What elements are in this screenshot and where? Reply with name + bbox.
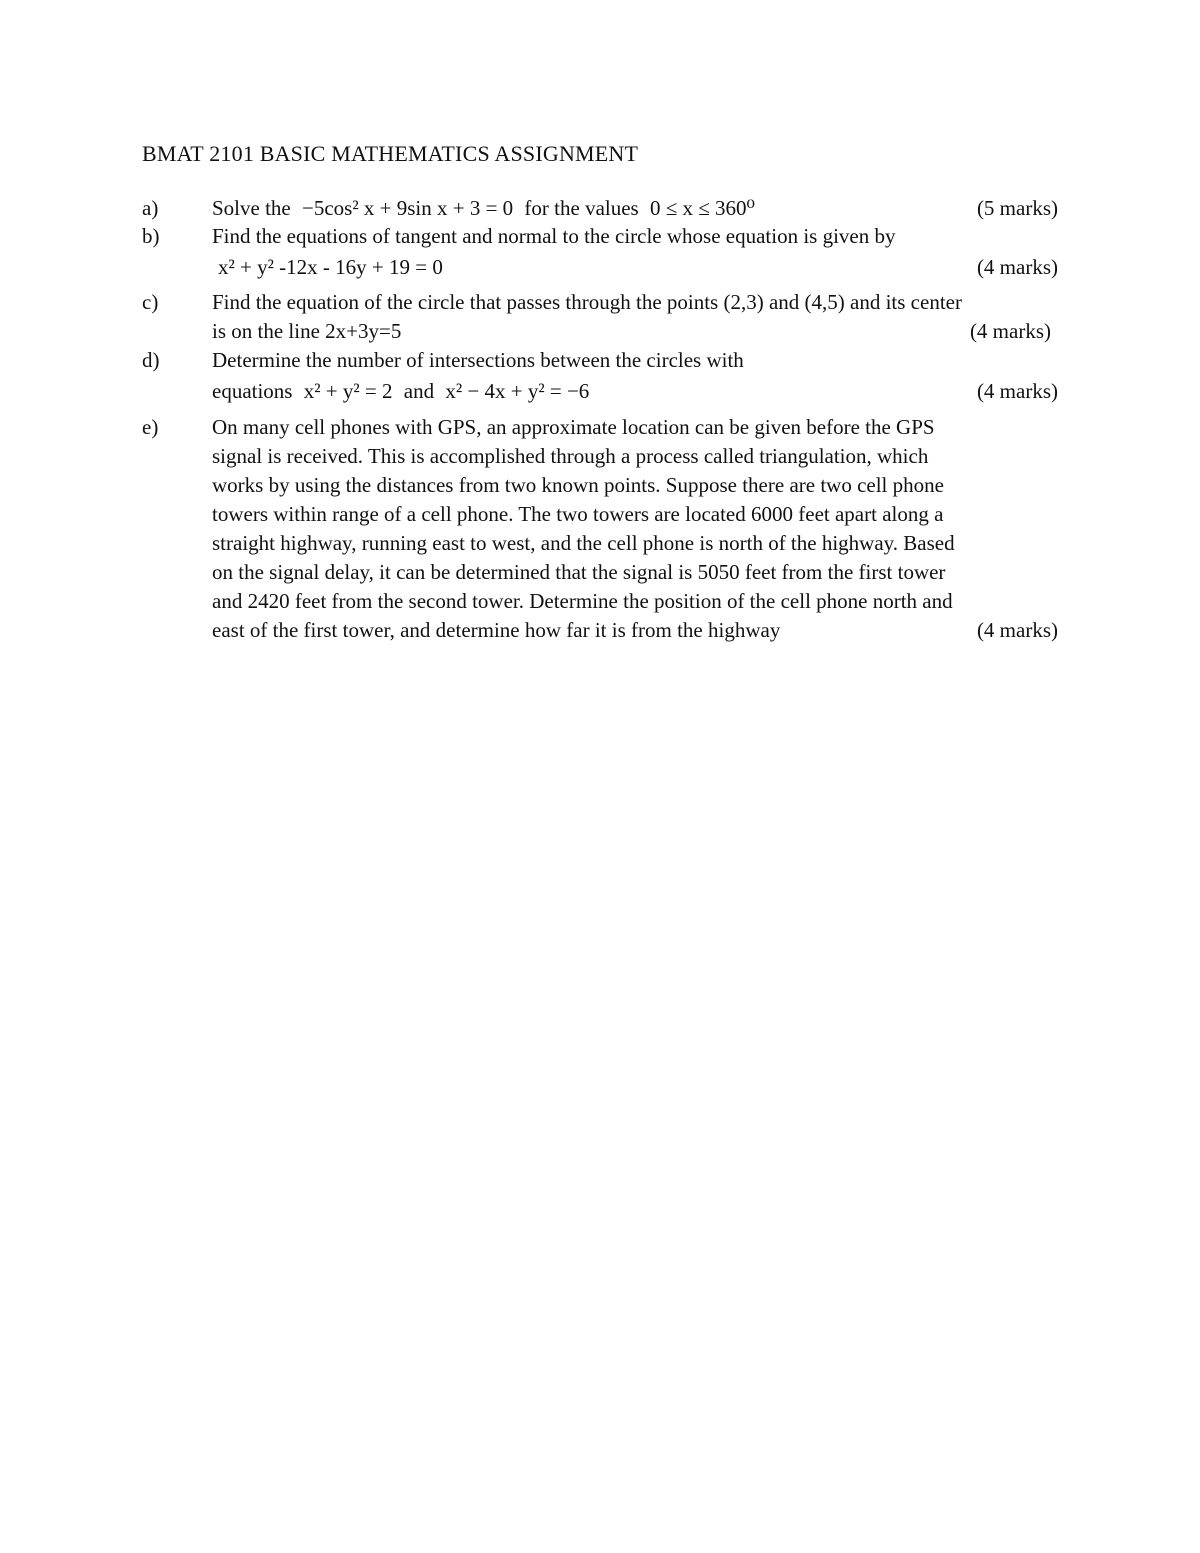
- question-b-label: b): [142, 224, 160, 248]
- question-a-text-mid: for the values: [524, 196, 639, 220]
- question-e-line-3: [142, 471, 1058, 500]
- question-e-label: e): [142, 415, 159, 439]
- question-d-text-mid: and: [403, 379, 435, 403]
- question-a-text-pre: Solve the: [212, 196, 291, 220]
- question-b-text: Find the equations of tangent and normal to the circle whose equation is given by: [212, 224, 896, 248]
- question-d: [142, 346, 1058, 408]
- question-a-equation: −5cos² x + 9sin x + 3 = 0: [302, 196, 514, 220]
- question-c: [142, 288, 1058, 346]
- question-e-marks: (4 marks): [976, 618, 1058, 642]
- question-b-marks: (4 marks): [976, 255, 1058, 279]
- question-b-equation: x² + y² -12x - 16y + 19 = 0: [218, 255, 443, 279]
- assignment-title: BMAT 2101 BASIC MATHEMATICS ASSIGNMENT: [142, 141, 639, 166]
- question-e: [142, 413, 1058, 645]
- question-d-equation-2: x² − 4x + y² = −6: [445, 379, 590, 403]
- question-c-text-1: Find the equation of the circle that passes through the points (2,3) and (4,5) and its center: [212, 290, 962, 314]
- question-e-text-4: towers within range of a cell phone. The two towers are located 6000 feet apart along a: [212, 502, 944, 526]
- question-d-line-2: [142, 375, 1058, 408]
- question-e-line-1: [142, 413, 1058, 442]
- question-e-text-2: signal is received. This is accomplished through a process called triangulation, which: [212, 444, 929, 468]
- question-e-text-8: east of the first tower, and determine how far it is from the highway: [212, 618, 781, 642]
- question-e-line-5: [142, 529, 1058, 558]
- question-c-label: c): [142, 290, 159, 314]
- question-b: [142, 222, 1058, 284]
- question-e-line-8: [142, 616, 1058, 645]
- question-d-text-pre: equations: [212, 379, 293, 403]
- question-e-text-6: on the signal delay, it can be determined that the signal is 5050 feet from the first tower: [212, 560, 946, 584]
- question-a-label: a): [142, 196, 159, 220]
- question-e-text-1: On many cell phones with GPS, an approximate location can be given before the GPS: [212, 415, 935, 439]
- question-e-line-7: [142, 587, 1058, 616]
- question-d-marks: (4 marks): [976, 379, 1058, 403]
- question-e-line-6: [142, 558, 1058, 587]
- question-a: [142, 192, 1058, 225]
- question-c-line-2: [142, 317, 1058, 346]
- question-b-line-1: [142, 222, 1058, 251]
- question-a-marks: (5 marks): [976, 196, 1058, 220]
- question-e-line-2: [142, 442, 1058, 471]
- question-d-label: d): [142, 348, 160, 372]
- question-d-line-1: [142, 346, 1058, 375]
- question-b-line-2: [142, 251, 1058, 284]
- question-e-text-5: straight highway, running east to west, and the cell phone is north of the highway. Based: [212, 531, 955, 555]
- question-c-line-1: [142, 288, 1058, 317]
- question-a-line-1: [142, 192, 1058, 225]
- question-e-text-3: works by using the distances from two known points. Suppose there are two cell phone: [212, 473, 944, 497]
- question-d-text: Determine the number of intersections between the circles with: [212, 348, 744, 372]
- question-d-equation-1: x² + y² = 2: [303, 379, 393, 403]
- question-e-line-4: [142, 500, 1058, 529]
- question-c-marks: (4 marks): [969, 319, 1051, 343]
- question-a-range: 0 ≤ x ≤ 360⁰: [649, 196, 755, 220]
- question-e-text-7: and 2420 feet from the second tower. Determine the position of the cell phone north and: [212, 589, 953, 613]
- question-c-text-2: is on the line 2x+3y=5: [212, 319, 402, 343]
